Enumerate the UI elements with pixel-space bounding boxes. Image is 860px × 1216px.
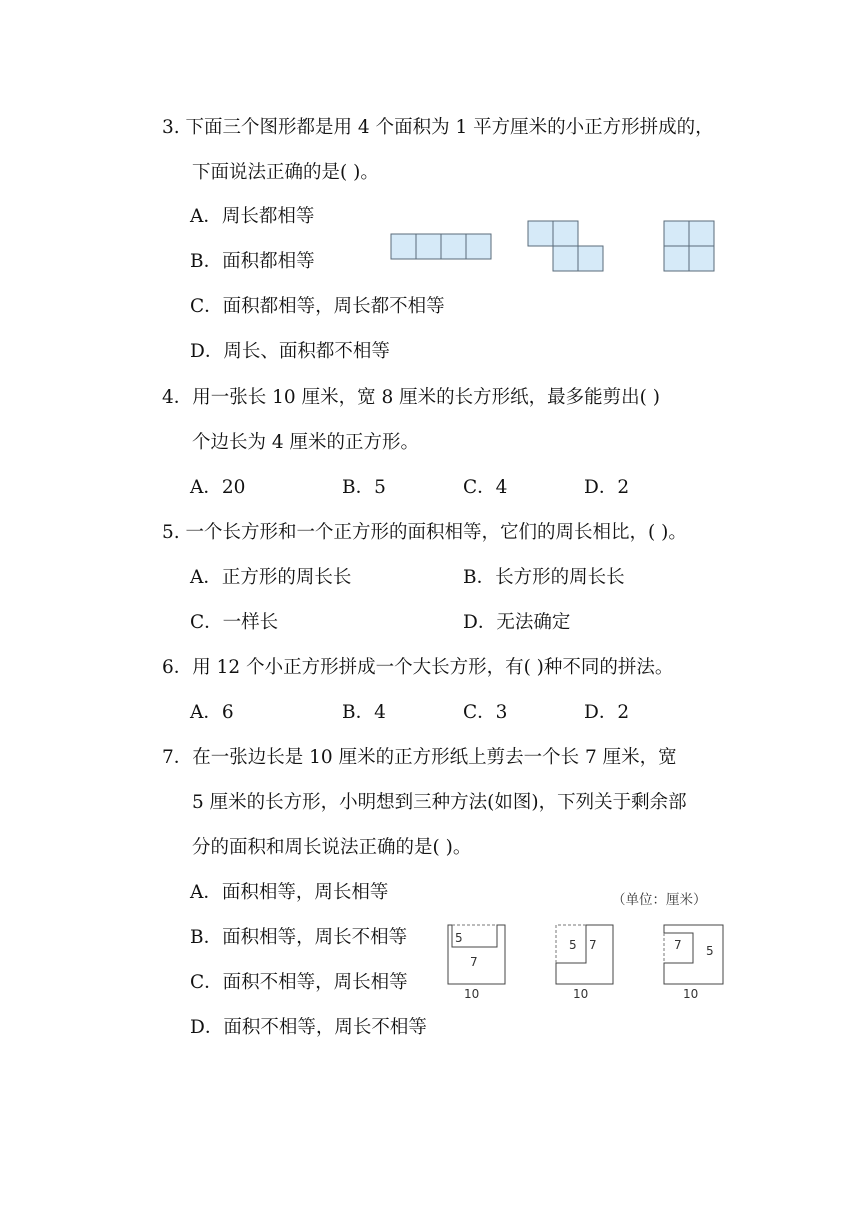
q3-figure-row-of-four	[391, 234, 491, 259]
q7-stem-line2: 5 厘米的长方形，小明想到三种方法(如图)，下列关于剩余部	[192, 792, 687, 813]
q7-option-c: C．面积不相等，周长相等	[190, 972, 408, 993]
q7-figure-3	[664, 925, 723, 1001]
q3-figure-square	[664, 221, 714, 271]
q7-stem-line1: 7．在一张边长是 10 厘米的正方形纸上剪去一个长 7 厘米，宽	[162, 747, 677, 768]
q3-stem-line1: 3. 下面三个图形都是用 4 个面积为 1 平方厘米的小正方形拼成的，	[162, 117, 714, 138]
q7-figure-1-label-length: 7	[470, 955, 478, 969]
q7-figure-1	[448, 925, 505, 1001]
q3-figure-z-shape	[528, 221, 603, 271]
q5-option-d: D．无法确定	[463, 612, 571, 633]
q7-figure-1-label-width: 5	[455, 931, 463, 945]
q5-option-c: C．一样长	[190, 612, 279, 633]
q7-option-d: D．面积不相等，周长不相等	[190, 1017, 427, 1038]
q3-option-c: C．面积都相等，周长都不相等	[190, 296, 445, 317]
q4-option-a: A．20	[190, 477, 246, 498]
q7-figure-1-label-side: 10	[464, 987, 480, 1001]
q3-stem-line2: 下面说法正确的是( )。	[192, 162, 379, 183]
q5-option-b: B．长方形的周长长	[463, 567, 625, 588]
q7-cut-figures	[430, 915, 740, 1005]
q3-option-d: D．周长、面积都不相等	[190, 341, 390, 362]
q4-stem-line2: 个边长为 4 厘米的正方形。	[192, 432, 420, 453]
q3-option-b: B．面积都相等	[190, 251, 315, 272]
q6-option-c: C．3	[463, 702, 508, 723]
q4-option-d: D．2	[584, 477, 630, 498]
q5-stem-line1: 5. 一个长方形和一个正方形的面积相等，它们的周长相比，( )。	[162, 522, 687, 543]
q4-stem-line1: 4．用一张长 10 厘米，宽 8 厘米的长方形纸，最多能剪出( )	[162, 387, 660, 408]
q7-figure-3-label-length: 7	[674, 938, 682, 952]
q7-stem-line3: 分的面积和周长说法正确的是( )。	[192, 837, 472, 858]
q6-option-b: B．4	[342, 702, 386, 723]
q7-figure-3-label-width: 5	[706, 944, 714, 958]
q6-option-d: D．2	[584, 702, 630, 723]
q7-figure-3-label-side: 10	[683, 987, 699, 1001]
q4-option-b: B．5	[342, 477, 386, 498]
q7-figure-2	[556, 925, 613, 1001]
q6-stem-line1: 6．用 12 个小正方形拼成一个大长方形，有( )种不同的拼法。	[162, 657, 674, 678]
q5-option-a: A．正方形的周长长	[190, 567, 352, 588]
q7-option-b: B．面积相等，周长不相等	[190, 927, 408, 948]
q3-tile-figures	[388, 218, 718, 274]
q6-option-a: A．6	[190, 702, 234, 723]
q4-option-c: C．4	[463, 477, 508, 498]
q7-figure-2-label-length: 7	[589, 938, 597, 952]
q3-option-a: A．周长都相等	[190, 206, 315, 227]
q7-option-a: A．面积相等，周长相等	[190, 882, 389, 903]
q7-figure-2-label-side: 10	[573, 987, 589, 1001]
q7-figure-2-label-width: 5	[569, 938, 577, 952]
q7-unit-note: （单位：厘米）	[612, 892, 707, 908]
